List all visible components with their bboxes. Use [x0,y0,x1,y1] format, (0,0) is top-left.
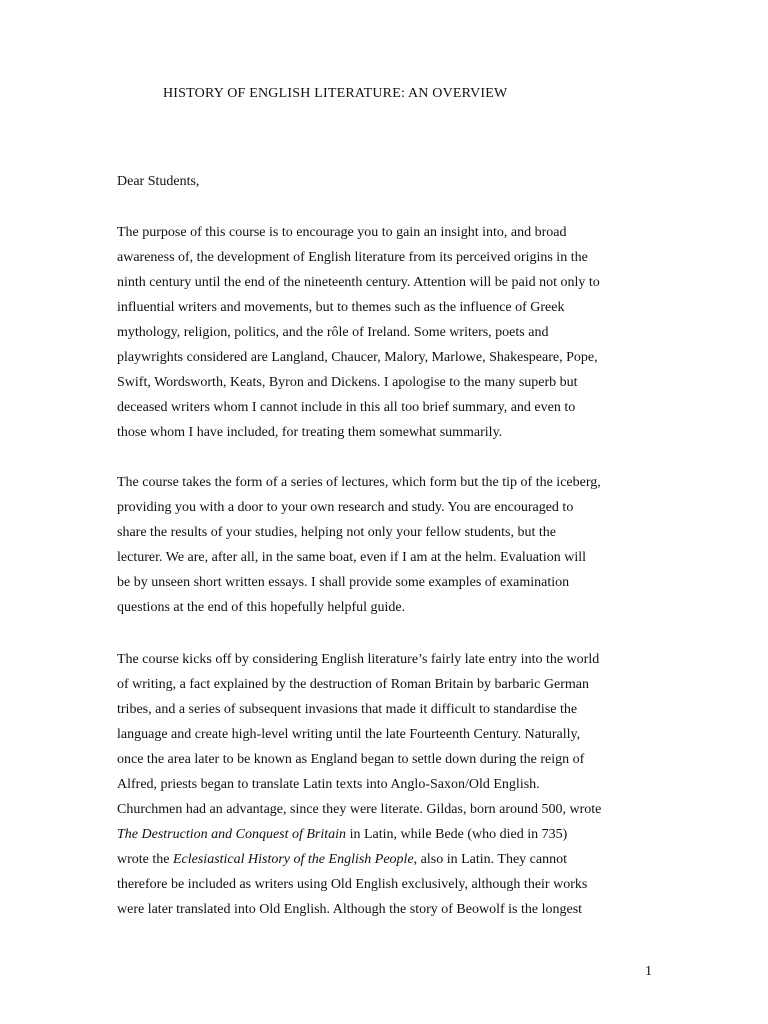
paragraph-1-line-4: influential writers and movements, but to themes such as the influence of Greek [117,300,565,315]
line-8-rest: in Latin, while Bede (who died in 735) [346,827,568,842]
paragraph-3-line-9 [117,851,677,869]
paragraph-1-line-8: deceased writers whom I cannot include in this all too brief summary, and even to [117,400,576,415]
paragraph-3-line-2: of writing, a fact explained by the destruction of Roman Britain by barbaric German [117,677,589,692]
paragraph-2-line-3: share the results of your studies, helping not only your fellow students, but the [117,525,556,540]
page-number: 1 [645,964,652,979]
paragraph-3-line-6: Alfred, priests began to translate Latin texts into Anglo-Saxon/Old English. [117,777,540,792]
line-9-rest: , also in Latin. They cannot [413,852,567,867]
paragraph-3-line-10: therefore be included as writers using Old English exclusively, although their works [117,877,588,892]
paragraph-3-line-3: tribes, and a series of subsequent invasions that made it difficult to standardise the [117,702,578,717]
paragraph-3-line-5: once the area later to be known as England began to settle down during the reign of [117,752,585,767]
paragraph-2-line-4: lecturer. We are, after all, in the same boat, even if I am at the helm. Evaluation will [117,550,586,565]
paragraph-2-line-5: be by unseen short written essays. I shall provide some examples of examination [117,575,570,590]
paragraph-3-line-7: Churchmen had an advantage, since they were literate. Gildas, born around 500, wrote [117,802,602,817]
line-9-pre: wrote the [117,852,173,867]
document-title: HISTORY OF ENGLISH LITERATURE: AN OVERVIEW [163,86,508,101]
paragraph-1-line-1: The purpose of this course is to encourage you to gain an insight into, and broad [117,225,567,240]
paragraph-3-line-1: The course kicks off by considering English literature’s fairly late entry into the world [117,652,600,667]
paragraph-3-line-8 [117,826,677,844]
paragraph-1-line-6: playwrights considered are Langland, Chaucer, Malory, Marlowe, Shakespeare, Pope, [117,350,598,365]
paragraph-3-line-11: were later translated into Old English. Although the story of Beowolf is the longest [117,902,583,917]
paragraph-1-line-2: awareness of, the development of English literature from its perceived origins in the [117,250,588,265]
paragraph-1-line-5: mythology, religion, politics, and the rôle of Ireland. Some writers, poets and [117,325,549,340]
paragraph-1-line-7: Swift, Wordsworth, Keats, Byron and Dickens. I apologise to the many superb but [117,375,578,390]
book-title-ecclesiastical-history: Eclesiastical History of the English People [172,852,414,867]
paragraph-2-line-2: providing you with a door to your own research and study. You are encouraged to [117,500,574,515]
paragraph-3-line-4: language and create high-level writing until the late Fourteenth Century. Naturally, [117,727,581,742]
paragraph-2-line-1: The course takes the form of a series of lectures, which form but the tip of the iceberg, [117,475,601,490]
salutation: Dear Students, [117,174,200,189]
book-title-destruction: The Destruction and Conquest of Britain [117,827,347,842]
paragraph-1-line-9: those whom I have included, for treating them somewhat summarily. [117,425,503,440]
paragraph-2-line-6: questions at the end of this hopefully helpful guide. [117,600,406,615]
paragraph-1-line-3: ninth century until the end of the nineteenth century. Attention will be paid not only to [117,275,600,290]
